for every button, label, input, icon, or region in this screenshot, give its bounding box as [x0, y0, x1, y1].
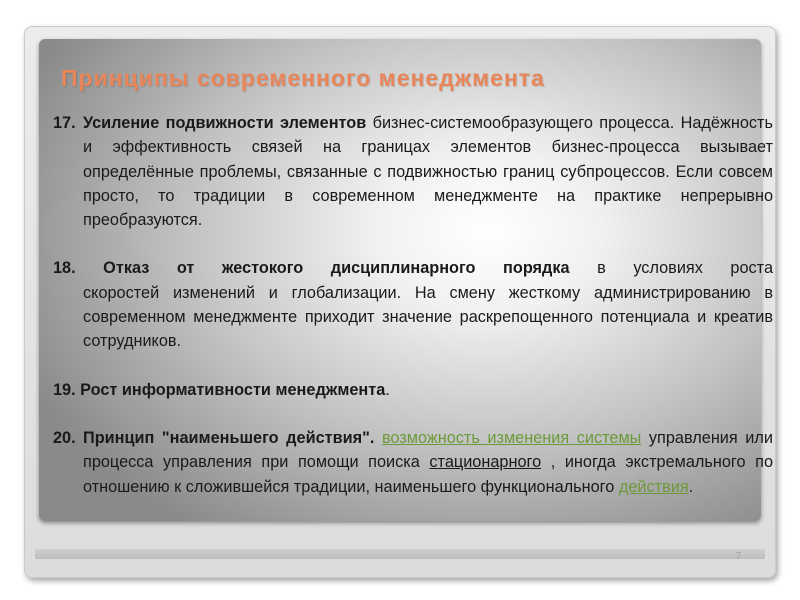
item-bold-text: Усиление подвижности элементов	[83, 114, 367, 132]
list-item-20	[53, 426, 773, 499]
item-body	[83, 426, 773, 499]
item-number: 17.	[53, 114, 76, 132]
frame-bottom-bar	[35, 549, 765, 559]
item-number: 18.	[53, 259, 76, 278]
link-action[interactable]: действия	[618, 477, 689, 496]
item-body	[83, 111, 773, 232]
list-item-19	[53, 378, 773, 402]
item-bold-text: Рост информативности менеджмента	[75, 380, 386, 399]
item-text-3: .	[688, 477, 694, 496]
item-text: бизнес-системообразующего процесса. Надёжность и эффективность связей на границах элементов бизнес-процесса вызывает определённые проблемы, связанные с подвижностью границ субпроцессов. Если совсем просто, то традиции в современном менеджменте на практике непрерывно преобразуются.	[83, 114, 773, 230]
slide-panel	[39, 39, 774, 521]
slide-frame	[24, 26, 776, 578]
item-first-line	[53, 256, 773, 280]
item-body: скоростей изменений и глобализации. На смену жесткому администрированию в современном менеджменте приходит значение раскрепощенного потенциала и креатив сотрудников.	[83, 283, 773, 351]
list-item-18	[53, 256, 773, 353]
item-number: 20.	[53, 428, 76, 447]
page-number: 7	[735, 551, 741, 562]
slide-content	[53, 111, 773, 523]
item-number: 19.	[53, 380, 76, 399]
item-bold-text: Принцип "наименьшего действия".	[83, 428, 375, 447]
link-system-change[interactable]: возможность изменения системы	[381, 428, 642, 447]
item-text-1: управления или процесса управления при помощи поиска	[83, 428, 773, 472]
item-bold-text: Отказ от жестокого дисциплинарного порядка	[75, 259, 570, 278]
slide-title: Принципы современного менеджмента	[61, 65, 545, 91]
item-text-start: в условиях роста	[569, 259, 774, 278]
item-text-2: , иногда экстремального по отношению к сложившейся традиции, наименьшего функционального	[83, 453, 774, 496]
item-text: .	[385, 380, 390, 399]
link-stationary[interactable]: стационарного	[429, 453, 542, 472]
list-item-17	[53, 111, 773, 232]
